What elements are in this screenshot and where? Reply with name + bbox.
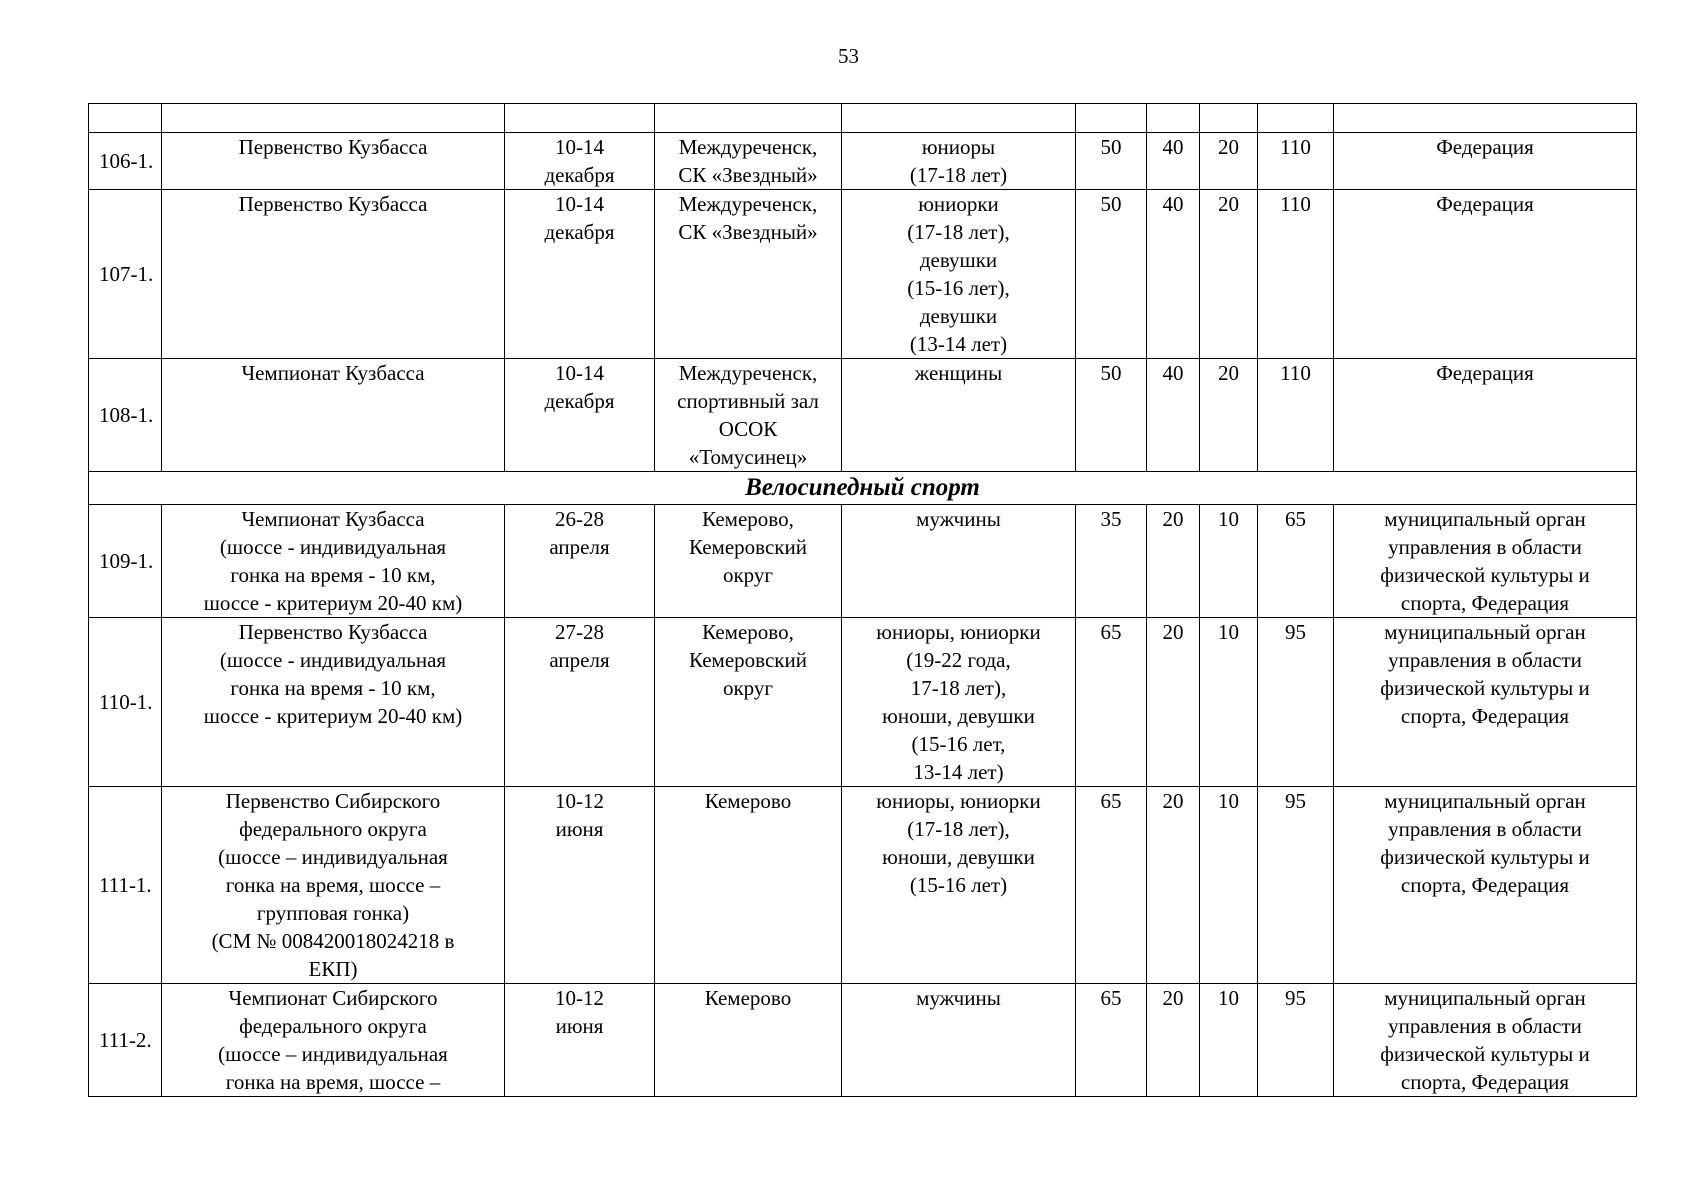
event-name-cell: Первенство Сибирского федерального округа (шоссе – индивидуальная гонка на время, шоссе – групповая гонка) (СМ № 008420018024218 в ЕКП) — [162, 787, 505, 984]
event-place-cell: Кемерово, Кемеровский округ — [655, 618, 842, 787]
event-place-cell: Междуреченск, СК «Звездный» — [655, 133, 842, 190]
row-number-cell: 111-1. — [89, 787, 162, 984]
event-dates-cell: 10-12 июня — [505, 984, 655, 1097]
participants-cell: женщины — [842, 359, 1076, 472]
participants-cell: юниоры (17-18 лет) — [842, 133, 1076, 190]
count-1-cell: 65 — [1076, 984, 1147, 1097]
participants-cell: юниоры, юниорки (17-18 лет), юноши, девушки (15-16 лет) — [842, 787, 1076, 984]
table-row — [89, 359, 1637, 472]
event-name-cell: Первенство Кузбасса (шоссе - индивидуальная гонка на время - 10 км, шоссе - критериум 20-40 км) — [162, 618, 505, 787]
total-count-cell: 95 — [1258, 618, 1334, 787]
row-number-cell: 110-1. — [89, 618, 162, 787]
total-count-cell: 110 — [1258, 190, 1334, 359]
table-row — [89, 190, 1637, 359]
total-count-cell: 95 — [1258, 984, 1334, 1097]
row-number-cell: 106-1. — [89, 133, 162, 190]
count-3-cell: 20 — [1200, 133, 1258, 190]
event-place-cell: Междуреченск, спортивный зал ОСОК «Томусинец» — [655, 359, 842, 472]
participants-cell: юниоры, юниорки (19-22 года, 17-18 лет), юноши, девушки (15-16 лет, 13-14 лет) — [842, 618, 1076, 787]
table-row — [89, 505, 1637, 618]
count-2-cell: 40 — [1147, 190, 1200, 359]
section-title: Велосипедный спорт — [89, 472, 1637, 505]
table-row — [89, 984, 1637, 1097]
event-name-cell: Первенство Кузбасса — [162, 190, 505, 359]
count-2-cell: 20 — [1147, 787, 1200, 984]
total-count-cell: 110 — [1258, 359, 1334, 472]
count-2-cell: 20 — [1147, 505, 1200, 618]
responsible-org-cell: муниципальный орган управления в области физической культуры и спорта, Федерация — [1334, 787, 1637, 984]
total-count-cell: 95 — [1258, 787, 1334, 984]
row-number-cell: 107-1. — [89, 190, 162, 359]
responsible-org-cell: муниципальный орган управления в области физической культуры и спорта, Федерация — [1334, 505, 1637, 618]
table-row — [89, 618, 1637, 787]
table-header-row-blank — [89, 104, 1637, 133]
count-2-cell: 20 — [1147, 618, 1200, 787]
event-dates-cell: 10-14 декабря — [505, 359, 655, 472]
event-name-cell: Чемпионат Кузбасса — [162, 359, 505, 472]
total-count-cell: 65 — [1258, 505, 1334, 618]
count-1-cell: 50 — [1076, 133, 1147, 190]
page-number: 53 — [838, 44, 859, 68]
participants-cell: мужчины — [842, 984, 1076, 1097]
table-row — [89, 787, 1637, 984]
event-place-cell: Кемерово — [655, 984, 842, 1097]
table-body — [89, 104, 1637, 1097]
count-3-cell: 10 — [1200, 505, 1258, 618]
event-dates-cell: 26-28 апреля — [505, 505, 655, 618]
event-place-cell: Кемерово — [655, 787, 842, 984]
row-number-cell: 109-1. — [89, 505, 162, 618]
count-2-cell: 40 — [1147, 359, 1200, 472]
count-2-cell: 40 — [1147, 133, 1200, 190]
count-3-cell: 20 — [1200, 190, 1258, 359]
responsible-org-cell: муниципальный орган управления в области физической культуры и спорта, Федерация — [1334, 984, 1637, 1097]
count-3-cell: 10 — [1200, 787, 1258, 984]
row-number-cell: 108-1. — [89, 359, 162, 472]
table-row — [89, 133, 1637, 190]
count-2-cell: 20 — [1147, 984, 1200, 1097]
event-dates-cell: 27-28 апреля — [505, 618, 655, 787]
count-1-cell: 65 — [1076, 787, 1147, 984]
count-3-cell: 10 — [1200, 984, 1258, 1097]
count-1-cell: 50 — [1076, 190, 1147, 359]
total-count-cell: 110 — [1258, 133, 1334, 190]
responsible-org-cell: муниципальный орган управления в области физической культуры и спорта, Федерация — [1334, 618, 1637, 787]
section-row — [89, 472, 1637, 505]
responsible-org-cell: Федерация — [1334, 133, 1637, 190]
event-dates-cell: 10-14 декабря — [505, 190, 655, 359]
event-name-cell: Чемпионат Кузбасса (шоссе - индивидуальная гонка на время - 10 км, шоссе - критериум 20-40 км) — [162, 505, 505, 618]
responsible-org-cell: Федерация — [1334, 190, 1637, 359]
event-name-cell: Первенство Кузбасса — [162, 133, 505, 190]
events-table — [88, 103, 1637, 1097]
event-dates-cell: 10-12 июня — [505, 787, 655, 984]
count-1-cell: 35 — [1076, 505, 1147, 618]
count-1-cell: 65 — [1076, 618, 1147, 787]
count-1-cell: 50 — [1076, 359, 1147, 472]
event-name-cell: Чемпионат Сибирского федерального округа (шоссе – индивидуальная гонка на время, шоссе – — [162, 984, 505, 1097]
event-dates-cell: 10-14 декабря — [505, 133, 655, 190]
event-place-cell: Междуреченск, СК «Звездный» — [655, 190, 842, 359]
row-number-cell: 111-2. — [89, 984, 162, 1097]
responsible-org-cell: Федерация — [1334, 359, 1637, 472]
participants-cell: юниорки (17-18 лет), девушки (15-16 лет), девушки (13-14 лет) — [842, 190, 1076, 359]
participants-cell: мужчины — [842, 505, 1076, 618]
count-3-cell: 10 — [1200, 618, 1258, 787]
event-place-cell: Кемерово, Кемеровский округ — [655, 505, 842, 618]
count-3-cell: 20 — [1200, 359, 1258, 472]
